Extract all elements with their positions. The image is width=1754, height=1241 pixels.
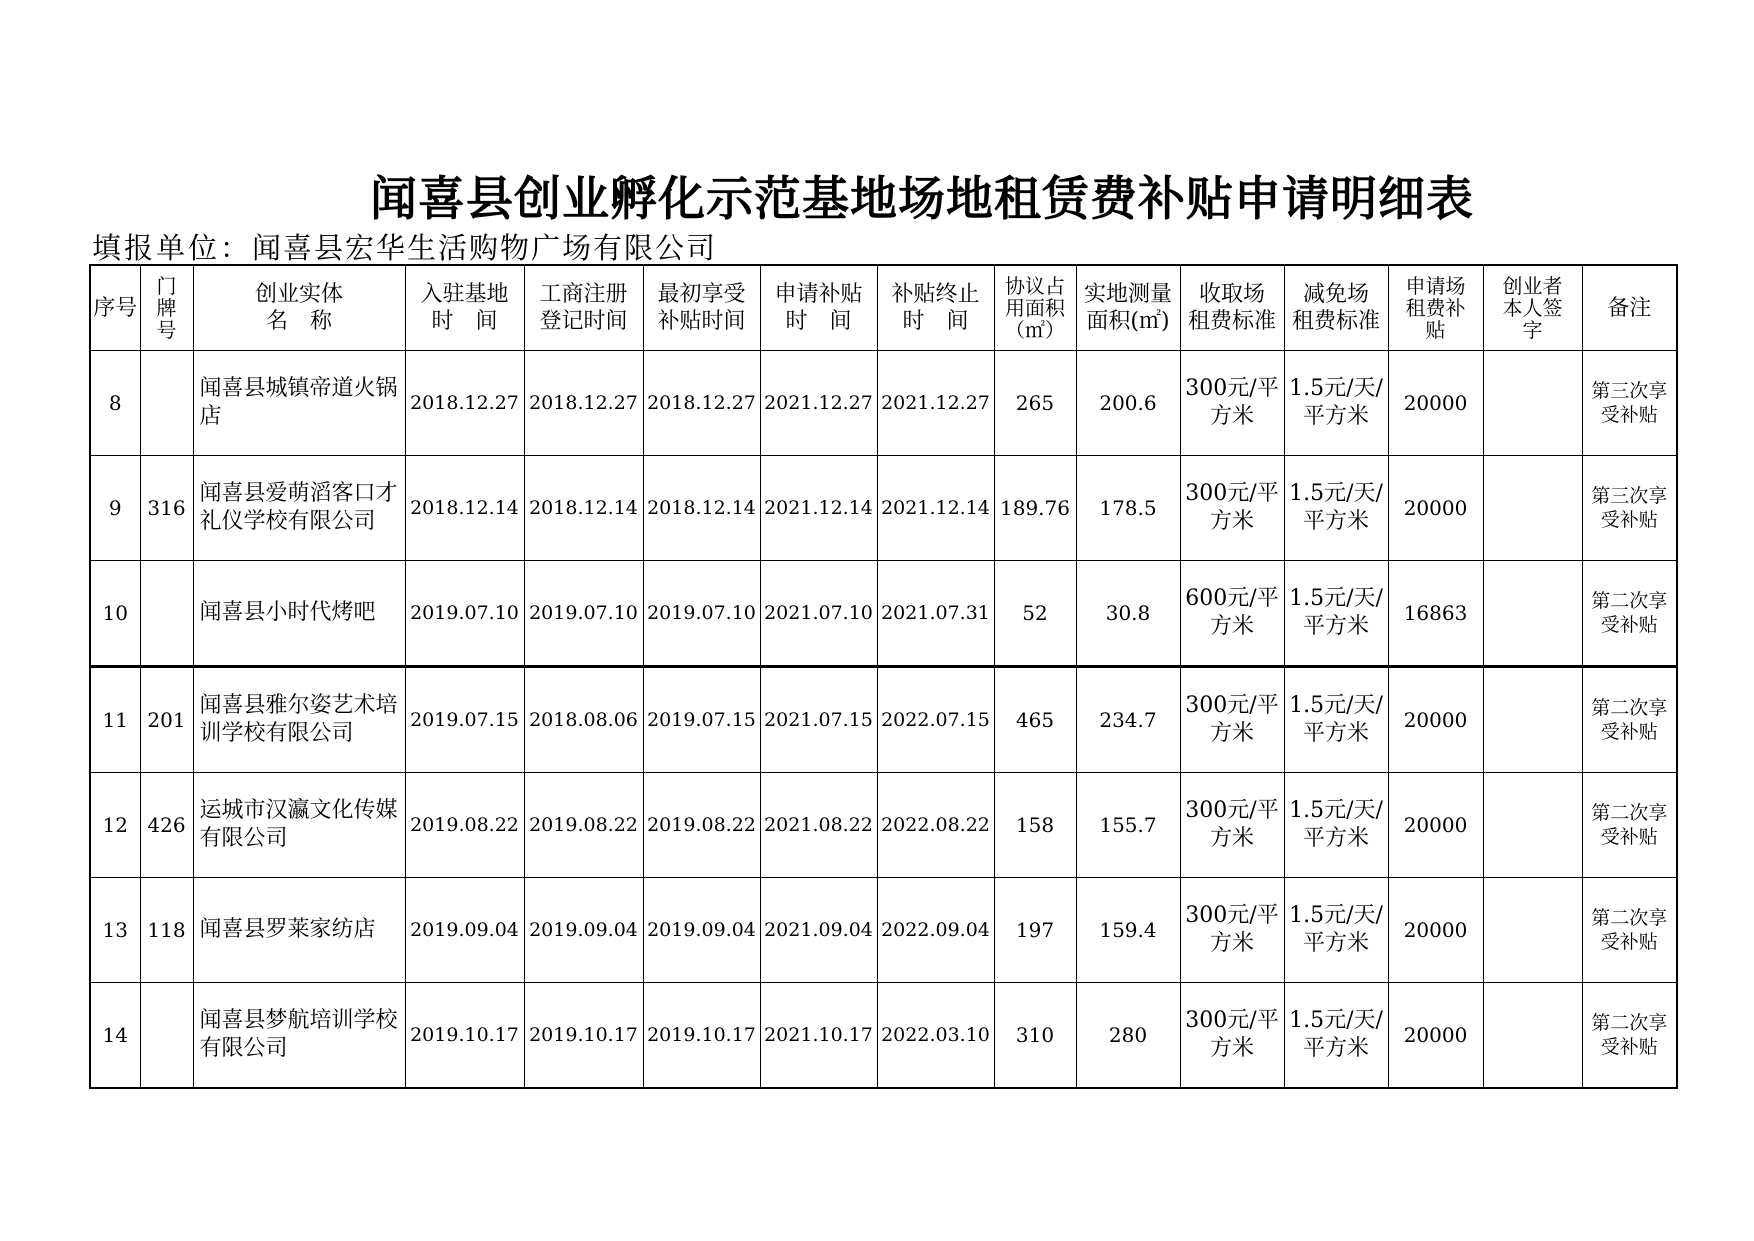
row-signature bbox=[1483, 561, 1582, 667]
row-door bbox=[140, 351, 193, 456]
row-end-date: 2021.12.14 bbox=[877, 456, 994, 561]
row-reduce-std: 1.5元/天/平方米 bbox=[1284, 456, 1388, 561]
header-fee-std-text: 收取场 租费标准 bbox=[1187, 282, 1276, 334]
row-agreed-area: 197 bbox=[994, 878, 1076, 983]
row-note: 第二次享受补贴 bbox=[1582, 878, 1677, 983]
row-apply-amount: 16863 bbox=[1388, 561, 1483, 667]
subsidy-table bbox=[89, 264, 1678, 1089]
row-signature bbox=[1483, 773, 1582, 878]
row-reg-date: 2019.10.17 bbox=[524, 983, 643, 1089]
row-reg-date: 2018.12.27 bbox=[524, 351, 643, 456]
row-agreed-area: 310 bbox=[994, 983, 1076, 1089]
reporting-unit bbox=[92, 226, 717, 267]
reporting-unit-label: 填报单位： bbox=[92, 231, 253, 265]
header-fee-std bbox=[1180, 265, 1284, 351]
row-fee-std: 300元/平方米 bbox=[1180, 667, 1284, 773]
row-seq: 11 bbox=[90, 667, 140, 773]
row-seq: 9 bbox=[90, 456, 140, 561]
row-reduce-std: 1.5元/天/平方米 bbox=[1284, 351, 1388, 456]
row-apply-date: 2021.09.04 bbox=[760, 878, 877, 983]
row-apply-amount: 20000 bbox=[1388, 667, 1483, 773]
row-entity: 闻喜县梦航培训学校有限公司 bbox=[193, 983, 405, 1089]
header-row bbox=[90, 265, 1677, 351]
row-door: 426 bbox=[140, 773, 193, 878]
row-reg-date: 2018.08.06 bbox=[524, 667, 643, 773]
row-agreed-area: 158 bbox=[994, 773, 1076, 878]
table-row bbox=[90, 561, 1677, 667]
row-agreed-area: 265 bbox=[994, 351, 1076, 456]
row-entity: 闻喜县罗莱家纺店 bbox=[193, 878, 405, 983]
row-apply-date: 2021.12.27 bbox=[760, 351, 877, 456]
header-measured-area bbox=[1076, 265, 1180, 351]
row-enter-date: 2018.12.14 bbox=[405, 456, 524, 561]
row-note: 第二次享受补贴 bbox=[1582, 667, 1677, 773]
row-end-date: 2022.03.10 bbox=[877, 983, 994, 1089]
row-entity: 闻喜县小时代烤吧 bbox=[193, 561, 405, 667]
row-apply-amount: 20000 bbox=[1388, 456, 1483, 561]
header-reduce-std bbox=[1284, 265, 1388, 351]
row-first-date: 2018.12.27 bbox=[643, 351, 760, 456]
row-seq: 12 bbox=[90, 773, 140, 878]
header-reduce-std-text: 减免场 租费标准 bbox=[1291, 282, 1380, 334]
header-seq: 序号 bbox=[90, 265, 140, 351]
header-end-time-text: 补贴终止 时 间 bbox=[891, 282, 980, 334]
row-apply-amount: 20000 bbox=[1388, 351, 1483, 456]
row-fee-std: 300元/平方米 bbox=[1180, 351, 1284, 456]
header-door-text: 门 牌 号 bbox=[156, 274, 177, 342]
row-enter-date: 2019.08.22 bbox=[405, 773, 524, 878]
row-end-date: 2022.07.15 bbox=[877, 667, 994, 773]
row-reg-date: 2019.07.10 bbox=[524, 561, 643, 667]
header-reg-time bbox=[524, 265, 643, 351]
row-seq: 10 bbox=[90, 561, 140, 667]
row-fee-std: 300元/平方米 bbox=[1180, 773, 1284, 878]
header-apply-time-text: 申请补贴 时 间 bbox=[774, 282, 863, 334]
table-row bbox=[90, 773, 1677, 878]
header-enter-time-text: 入驻基地 时 间 bbox=[420, 282, 509, 334]
row-signature bbox=[1483, 878, 1582, 983]
row-seq: 13 bbox=[90, 878, 140, 983]
reporting-unit-value: 闻喜县宏华生活购物广场有限公司 bbox=[252, 231, 718, 265]
header-apply-time bbox=[760, 265, 877, 351]
header-door bbox=[140, 265, 193, 351]
header-reg-time-text: 工商注册 登记时间 bbox=[539, 282, 628, 334]
row-seq: 14 bbox=[90, 983, 140, 1089]
row-entity: 闻喜县城镇帝道火锅店 bbox=[193, 351, 405, 456]
row-agreed-area: 465 bbox=[994, 667, 1076, 773]
row-end-date: 2021.07.31 bbox=[877, 561, 994, 667]
row-signature bbox=[1483, 983, 1582, 1089]
row-apply-date: 2021.07.15 bbox=[760, 667, 877, 773]
row-enter-date: 2018.12.27 bbox=[405, 351, 524, 456]
row-apply-amount: 20000 bbox=[1388, 878, 1483, 983]
row-end-date: 2022.08.22 bbox=[877, 773, 994, 878]
row-apply-date: 2021.12.14 bbox=[760, 456, 877, 561]
row-reduce-std: 1.5元/天/平方米 bbox=[1284, 561, 1388, 667]
header-signature bbox=[1483, 265, 1582, 351]
header-apply-amount bbox=[1388, 265, 1483, 351]
row-enter-date: 2019.09.04 bbox=[405, 878, 524, 983]
row-seq: 8 bbox=[90, 351, 140, 456]
row-measured-area: 178.5 bbox=[1076, 456, 1180, 561]
header-measured-area-text: 实地测量 面积(㎡) bbox=[1083, 282, 1172, 334]
row-door: 316 bbox=[140, 456, 193, 561]
row-end-date: 2021.12.27 bbox=[877, 351, 994, 456]
row-reg-date: 2019.08.22 bbox=[524, 773, 643, 878]
row-agreed-area: 189.76 bbox=[994, 456, 1076, 561]
header-apply-amount-text: 申请场 租费补 贴 bbox=[1405, 274, 1466, 342]
row-entity: 闻喜县雅尔姿艺术培训学校有限公司 bbox=[193, 667, 405, 773]
table-row bbox=[90, 983, 1677, 1089]
row-apply-amount: 20000 bbox=[1388, 773, 1483, 878]
header-first-time bbox=[643, 265, 760, 351]
row-door bbox=[140, 561, 193, 667]
row-note: 第二次享受补贴 bbox=[1582, 983, 1677, 1089]
row-reduce-std: 1.5元/天/平方米 bbox=[1284, 773, 1388, 878]
row-measured-area: 159.4 bbox=[1076, 878, 1180, 983]
row-enter-date: 2019.07.10 bbox=[405, 561, 524, 667]
header-agreed-area-text: 协议占 用面积 （㎡） bbox=[1005, 274, 1065, 342]
row-agreed-area: 52 bbox=[994, 561, 1076, 667]
row-note: 第三次享受补贴 bbox=[1582, 351, 1677, 456]
header-enter-time bbox=[405, 265, 524, 351]
table-row bbox=[90, 351, 1677, 456]
row-fee-std: 600元/平方米 bbox=[1180, 561, 1284, 667]
row-reduce-std: 1.5元/天/平方米 bbox=[1284, 878, 1388, 983]
row-note: 第二次享受补贴 bbox=[1582, 773, 1677, 878]
row-first-date: 2019.09.04 bbox=[643, 878, 760, 983]
row-measured-area: 155.7 bbox=[1076, 773, 1180, 878]
table-row bbox=[90, 878, 1677, 983]
row-measured-area: 280 bbox=[1076, 983, 1180, 1089]
header-entity bbox=[193, 265, 405, 351]
row-first-date: 2019.10.17 bbox=[643, 983, 760, 1089]
row-door: 118 bbox=[140, 878, 193, 983]
header-note: 备注 bbox=[1582, 265, 1677, 351]
row-reduce-std: 1.5元/天/平方米 bbox=[1284, 983, 1388, 1089]
row-apply-amount: 20000 bbox=[1388, 983, 1483, 1089]
row-apply-date: 2021.10.17 bbox=[760, 983, 877, 1089]
row-first-date: 2019.07.15 bbox=[643, 667, 760, 773]
table-row bbox=[90, 456, 1677, 561]
row-apply-date: 2021.07.10 bbox=[760, 561, 877, 667]
row-signature bbox=[1483, 667, 1582, 773]
table-row bbox=[90, 667, 1677, 773]
row-reg-date: 2018.12.14 bbox=[524, 456, 643, 561]
row-end-date: 2022.09.04 bbox=[877, 878, 994, 983]
row-measured-area: 200.6 bbox=[1076, 351, 1180, 456]
row-first-date: 2018.12.14 bbox=[643, 456, 760, 561]
row-door bbox=[140, 983, 193, 1089]
header-signature-text: 创业者 本人签 字 bbox=[1502, 274, 1563, 342]
row-signature bbox=[1483, 456, 1582, 561]
row-enter-date: 2019.07.15 bbox=[405, 667, 524, 773]
row-note: 第三次享受补贴 bbox=[1582, 456, 1677, 561]
header-entity-text: 创业实体 名 称 bbox=[254, 282, 343, 334]
row-apply-date: 2021.08.22 bbox=[760, 773, 877, 878]
page-title: 闻喜县创业孵化示范基地场地租赁费补贴申请明细表 bbox=[370, 172, 1474, 227]
row-measured-area: 234.7 bbox=[1076, 667, 1180, 773]
row-reg-date: 2019.09.04 bbox=[524, 878, 643, 983]
row-fee-std: 300元/平方米 bbox=[1180, 983, 1284, 1089]
row-fee-std: 300元/平方米 bbox=[1180, 878, 1284, 983]
row-reduce-std: 1.5元/天/平方米 bbox=[1284, 667, 1388, 773]
row-fee-std: 300元/平方米 bbox=[1180, 456, 1284, 561]
row-first-date: 2019.08.22 bbox=[643, 773, 760, 878]
header-end-time bbox=[877, 265, 994, 351]
row-measured-area: 30.8 bbox=[1076, 561, 1180, 667]
row-first-date: 2019.07.10 bbox=[643, 561, 760, 667]
row-enter-date: 2019.10.17 bbox=[405, 983, 524, 1089]
row-note: 第二次享受补贴 bbox=[1582, 561, 1677, 667]
row-door: 201 bbox=[140, 667, 193, 773]
header-first-time-text: 最初享受 补贴时间 bbox=[657, 282, 746, 334]
row-signature bbox=[1483, 351, 1582, 456]
row-entity: 运城市汉瀛文化传媒有限公司 bbox=[193, 773, 405, 878]
header-agreed-area bbox=[994, 265, 1076, 351]
row-entity: 闻喜县爱萌滔客口才礼仪学校有限公司 bbox=[193, 456, 405, 561]
